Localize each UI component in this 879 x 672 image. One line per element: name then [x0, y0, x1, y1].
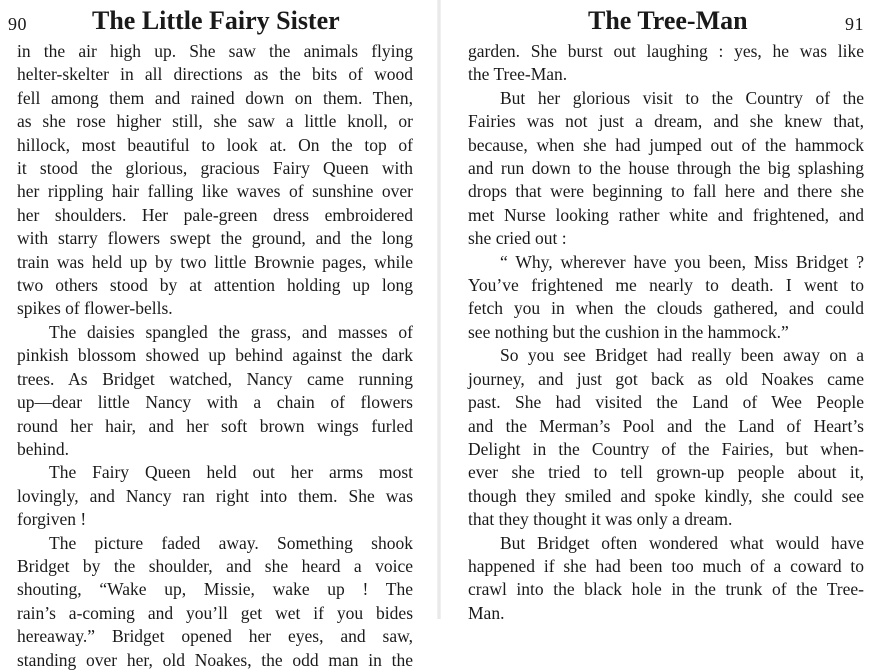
text-line: The daisies spangled the grass, and masses of — [49, 321, 413, 342]
text-line: journey, and just got back as old Noakes came — [468, 368, 864, 389]
right-running-head — [468, 6, 864, 40]
text-line: and the Merman’s Pool and the Land of Heart’s — [468, 415, 864, 436]
left-body-text — [17, 40, 413, 672]
text-line: round her hair, and her soft brown wings furled — [17, 415, 413, 436]
text-line: rain’s a-coming and you’ll get wet if you bides — [17, 602, 413, 623]
text-line: it stood the glorious, gracious Fairy Queen with — [17, 158, 413, 179]
text-line: pinkish blossom showed up behind against the dark — [17, 345, 413, 366]
text-line: forgiven ! — [17, 509, 87, 530]
text-line: crawl into the black hole in the trunk of the Tree- — [468, 579, 864, 600]
text-line: But Bridget often wondered what would have — [500, 532, 864, 553]
text-line: as she rose higher still, she saw a little knoll, or — [17, 111, 413, 132]
text-line: Delight in the Country of the Fairies, but when- — [468, 438, 864, 459]
text-line: that they thought it was only a dream. — [468, 509, 733, 530]
text-line: fell among them and rained down on them. Then, — [17, 87, 413, 108]
text-line: with starry flowers swept the ground, and the long — [17, 228, 413, 249]
text-line: Fairies was not just a dream, and she knew that, — [468, 111, 864, 132]
text-line: train was held up by two little Brownie pages, while — [17, 251, 413, 272]
text-line: shouting, “Wake up, Missie, wake up ! The — [17, 579, 413, 600]
text-line: drops that were beginning to fall here and there she — [468, 181, 864, 202]
right-page — [440, 0, 879, 623]
text-line: garden. She burst out laughing : yes, he was like — [468, 41, 864, 61]
text-line: So you see Bridget had really been away on a — [500, 345, 864, 366]
text-line: “ Why, wherever have you been, Miss Bridget ? — [500, 251, 864, 272]
text-line: standing over her, old Noakes, the odd man in the — [17, 649, 413, 670]
text-line: But her glorious visit to the Country of the — [500, 87, 864, 108]
text-line: see nothing but the cushion in the hammock.” — [468, 321, 789, 342]
text-line: in the air high up. She saw the animals flying — [17, 41, 413, 61]
text-line: lovingly, and Nancy ran right into them. She was — [17, 485, 413, 506]
text-line: behind. — [17, 438, 70, 459]
text-line: her rippling hair falling like waves of sunshine over — [17, 181, 413, 202]
text-line: The picture faded away. Something shook — [49, 532, 413, 553]
text-line: fetch you in when the clouds gathered, and could — [468, 298, 864, 319]
left-running-head — [8, 6, 420, 40]
text-line: helter-skelter in all directions as the bits of wood — [17, 64, 413, 85]
left-running-title: The Little Fairy Sister — [92, 6, 340, 35]
right-running-title: The Tree-Man — [588, 6, 748, 35]
text-line: two others stood by at attention holding up long — [17, 275, 413, 296]
text-line: Bridget by the shoulder, and she heard a voice — [17, 555, 413, 576]
right-body-text — [468, 40, 864, 625]
right-page-number: 91 — [845, 14, 864, 34]
text-line: happened if she had been too much of a coward to — [468, 555, 864, 576]
text-line: The Fairy Queen held out her arms most — [49, 462, 413, 483]
text-line: trees. As Bridget watched, Nancy came running — [17, 368, 413, 389]
left-page — [0, 0, 438, 670]
text-line: You’ve frightened me nearly to death. I went to — [468, 275, 864, 296]
text-line: she cried out : — [468, 228, 567, 249]
text-line: up—dear little Nancy with a chain of flowers — [17, 392, 413, 413]
text-line: her shoulders. Her pale-green dress embroidered — [17, 204, 413, 225]
text-line: past. She had visited the Land of Wee People — [468, 392, 864, 413]
left-page-number: 90 — [8, 14, 27, 34]
text-line: spikes of flower-bells. — [17, 298, 173, 319]
text-line: and run down to the house through the big splashing — [468, 158, 864, 179]
text-line: met Nurse looking rather white and frightened, and — [468, 204, 864, 225]
text-line: hillock, most beautiful to look at. On the top of — [17, 134, 413, 155]
text-line: Man. — [468, 602, 505, 623]
text-line: though they smiled and spoke kindly, she could see — [468, 485, 864, 506]
text-line: because, when she had jumped out of the hammock — [468, 134, 864, 155]
text-line: hereaway.” Bridget opened her eyes, and saw, — [17, 626, 413, 647]
text-line: ever she tried to tell grown-up people about it, — [468, 462, 864, 483]
text-line: the Tree-Man. — [468, 64, 568, 85]
